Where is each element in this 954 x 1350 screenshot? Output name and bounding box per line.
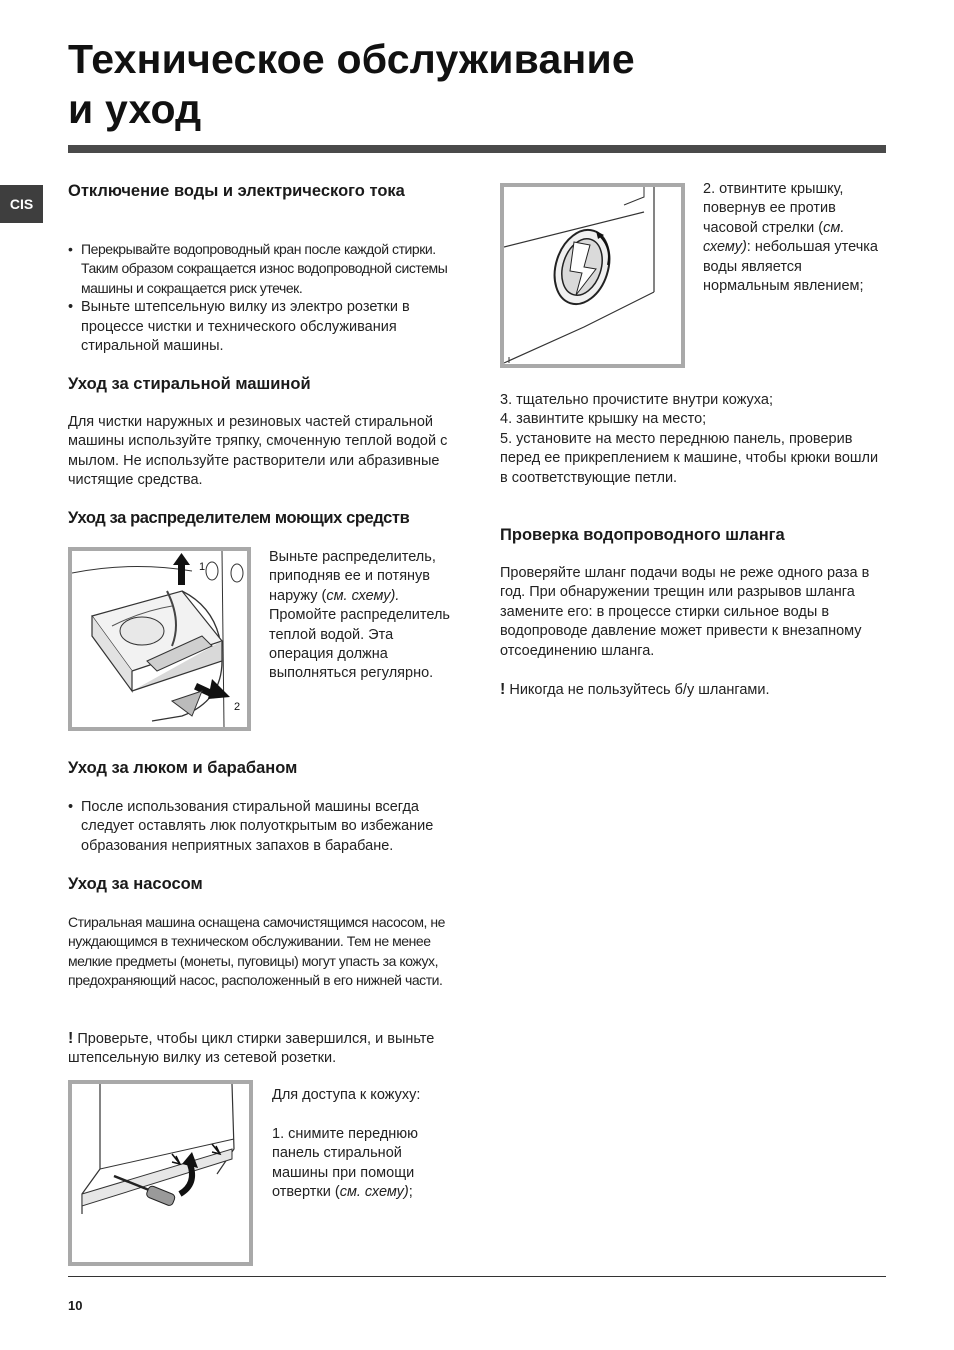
- access-intro: Для доступа к кожуху:: [272, 1087, 421, 1103]
- water-power-list: [68, 240, 460, 356]
- footer-rule: [68, 1276, 886, 1277]
- language-tab: CIS: [0, 185, 43, 223]
- warning-icon: !: [68, 1030, 74, 1047]
- figure-label-2: 2: [234, 701, 241, 713]
- step-5-text: 5. установите на место переднюю панель, проверив перед ее прикреплением к машине, чтобы крюки вошли в соответствующие петли.: [500, 431, 879, 486]
- hose-check-text: Проверяйте шланг подачи воды не реже одного раза в год. При обнаружении трещин или разрывов шланга замените его: в процессе стирки сильное воды в водопроводе давление может привести к внезапному отсоединению шланга.: [500, 565, 870, 659]
- list-item: • Перекрывайте водопроводный кран после каждой стирки. Таким образом сокращается износ водопроводной системы машины и сокращается риск утечек.: [68, 240, 460, 298]
- pump-warning: ! Проверьте, чтобы цикл стирки завершился, и выньте штепсельную вилку из сетевой розетки.: [68, 1030, 435, 1067]
- pump-cover-illustration: [504, 187, 681, 364]
- dispenser-text: Выньте распределитель, приподняв ее и потянув наружу (см. схему). Промойте распределитель теплой водой. Эта операция должна выполняться регулярно.: [269, 549, 450, 682]
- step-2-text: 2. отвинтите крышку, повернув ее против часовой стрелки (см. схему): небольшая утечка воды является нормальным явлением;: [703, 181, 878, 295]
- page-number: 10: [68, 1298, 83, 1313]
- pump-care-text: Стиральная машина оснащена самочистящимся насосом, не нуждающимся в техническом обслуживании. Тем не менее мелкие предметы (монеты, пуговицы) могут упасть за кожух, предохраняющий насос, расположенный в его нижней части.: [68, 914, 446, 989]
- front-panel-illustration: [72, 1084, 249, 1262]
- figure-label-1: 1: [199, 561, 206, 573]
- machine-care-text: Для чистки наружных и резиновых частей стиральной машины используйте тряпку, смоченную теплой водой с мылом. Не используйте растворители или абразивные чистящие средства.: [68, 414, 448, 489]
- section-heading-machine-care: Уход за стиральной машиной: [68, 375, 311, 393]
- pump-cover-figure: [500, 183, 685, 368]
- section-heading-dispenser: Уход за распределителем моющих средств: [68, 509, 410, 527]
- step-3-text: 3. тщательно прочистите внутри кожуха;: [500, 392, 773, 408]
- page-title: [68, 34, 635, 134]
- step-1-text: 1. снимите переднюю панель стиральной машины при помощи отвертки (см. схему);: [272, 1126, 419, 1201]
- section-heading-hose: Проверка водопроводного шланга: [500, 526, 785, 544]
- dispenser-illustration: [72, 551, 247, 727]
- section-heading-door-drum: Уход за люком и барабаном: [68, 759, 298, 777]
- section-heading-water-power: Отключение воды и электрического тока: [68, 182, 405, 200]
- title-rule: [68, 145, 886, 153]
- hose-warning: ! Никогда не пользуйтесь б/у шлангами.: [500, 681, 770, 698]
- dispenser-figure: [68, 547, 251, 731]
- list-item: • После использования стиральной машины всегда следует оставлять люк полуоткрытым во избежание образования неприятных запахов в барабане.: [68, 798, 460, 856]
- page-title-line2: и уход: [68, 86, 202, 132]
- front-panel-figure: [68, 1080, 253, 1266]
- list-item: • Выньте штепсельную вилку из электро розетки в процессе чистки и технического обслуживания стиральной машины.: [68, 298, 460, 356]
- step-4-text: 4. завинтите крышку на место;: [500, 411, 707, 427]
- section-heading-pump: Уход за насосом: [68, 875, 203, 893]
- warning-icon: !: [500, 681, 506, 698]
- door-drum-list: [68, 798, 460, 856]
- page-title-line1: Техническое обслуживание: [68, 36, 635, 82]
